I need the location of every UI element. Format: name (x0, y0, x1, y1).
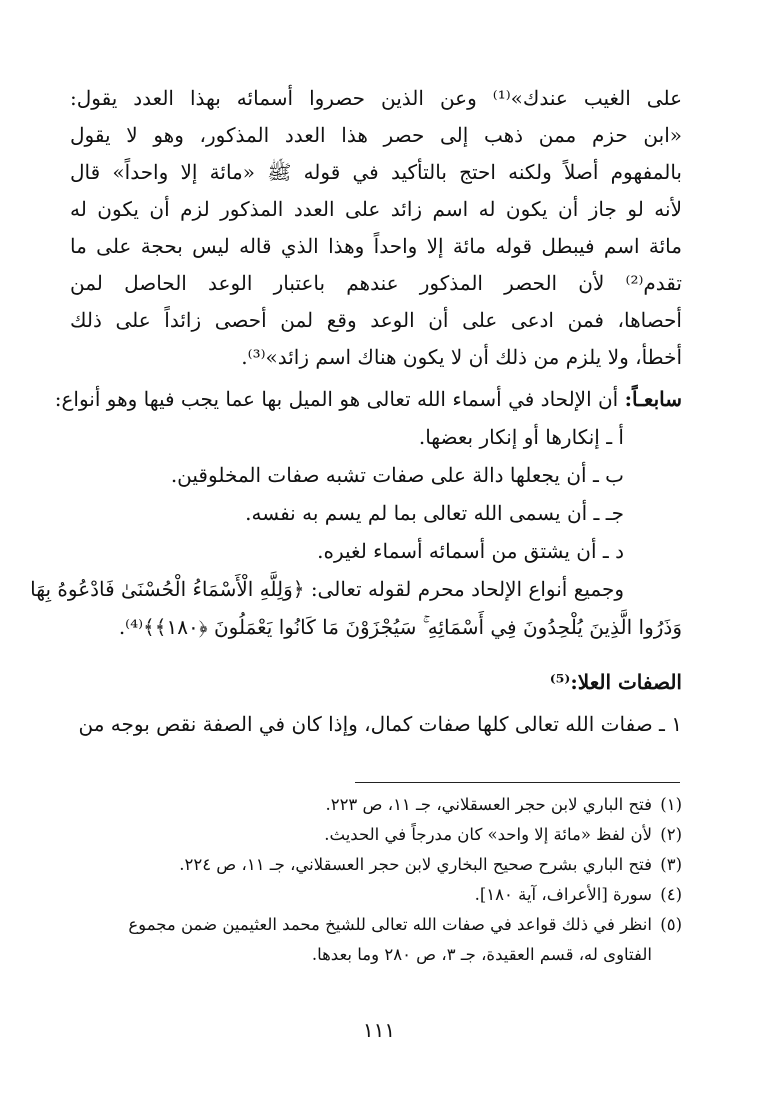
footnote-text: انظر في ذلك قواعد في صفات الله تعالى للشيخ محمد العثيمين ضمن مجموع (128, 915, 652, 934)
footnote-divider (355, 782, 680, 783)
footnote-text: فتح الباري لابن حجر العسقلاني، جـ ١١، ص ٢٢٣. (325, 795, 652, 814)
footnotes (70, 790, 682, 970)
point-one: ١ ـ صفات الله تعالى كلها صفات كمال، وإذا كان في الصفة نقص بوجه من (78, 712, 682, 736)
footnote-number: (٤) (660, 885, 682, 904)
all-types-line: وجميع أنواع الإلحاد محرم لقوله تعالى: ﴿وَلِلَّهِ الْأَسْمَاءُ الْحُسْنَىٰ فَادْعُوهُ بِهَا (30, 577, 624, 601)
footnote (70, 850, 682, 880)
text-line: أحصاها، فمن ادعى على أن الوعد وقع لمن أحصى زائداً على ذلك (70, 308, 682, 332)
text-line: لأنه لو جاز أن يكون له اسم زائد على العدد المذكور لزم أن يكون له (70, 197, 682, 221)
seventh-label: سابعـاً: (624, 387, 682, 411)
section-heading: الصفات العلا:⁽⁵⁾ (549, 670, 682, 694)
seventh-text: أن الإلحاد في أسماء الله تعالى هو الميل بها عما يجب فيها وهو أنواع: (54, 387, 625, 411)
footnote-text: سورة [الأعراف، آية ١٨٠]. (474, 885, 652, 904)
text-line: «ابن حزم ممن ذهب إلى حصر هذا العدد المذكور، وهو لا يقول (70, 123, 682, 147)
text-line: مائة اسم فيبطل قوله مائة إلا واحداً وهذا الذي قاله ليس بحجة على ما (70, 234, 682, 258)
text-line: تقدم⁽²⁾ لأن الحصر المذكور عندهم باعتبار الوعد الحاصل لمن (70, 271, 682, 295)
list-item: أ ـ إنكارها أو إنكار بعضها. (418, 425, 624, 449)
page-number: ١١١ (362, 1018, 396, 1042)
footnote-number: (٣) (660, 855, 682, 874)
footnote-number: (٢) (660, 825, 682, 844)
footnote-number: (٥) (660, 915, 682, 934)
ilhad-section (30, 380, 682, 646)
page-body (30, 80, 683, 743)
text-line: أخطأ، ولا يلزم من ذلك أن لا يكون هناك اسم زائد»⁽³⁾. (241, 345, 682, 369)
seventh-point (54, 380, 682, 418)
footnote-continuation: الفتاوى له، قسم العقيدة، جـ ٣، ص ٢٨٠ وما بعدها. (311, 945, 652, 964)
footnote (70, 790, 682, 820)
footnote (70, 820, 682, 850)
list-item: ب ـ أن يجعلها دالة على صفات تشبه صفات المخلوقين. (170, 463, 624, 487)
verse-line: وَذَرُوا الَّذِينَ يُلْحِدُونَ فِي أَسْمَائِهِ ۚ سَيُجْزَوْنَ مَا كَانُوا يَعْمَلُونَ ﴿١٨٠﴾﴾⁽⁴⁾. (118, 615, 682, 639)
footnote-text: فتح الباري بشرح صحيح البخاري لابن حجر العسقلاني، جـ ١١، ص ٢٢٤. (179, 855, 652, 874)
footnote-text: لأن لفظ «مائة إلا واحد» كان مدرجاً في الحديث. (324, 825, 652, 844)
footnote-number: (١) (660, 795, 682, 814)
list-item: د ـ أن يشتق من أسمائه أسماء لغيره. (317, 539, 624, 563)
footnote (70, 910, 682, 940)
paragraph-quote (70, 80, 682, 376)
text-line: على الغيب عندك»⁽¹⁾ وعن الذين حصروا أسمائه بهذا العدد يقول: (70, 86, 683, 110)
list-item: جـ ـ أن يسمى الله تعالى بما لم يسم به نفسه. (245, 501, 624, 525)
text-line: بالمفهوم أصلاً ولكنه احتج بالتأكيد في قوله ﷺ «مائة إلا واحداً» قال (70, 160, 682, 184)
footnote (70, 880, 682, 910)
